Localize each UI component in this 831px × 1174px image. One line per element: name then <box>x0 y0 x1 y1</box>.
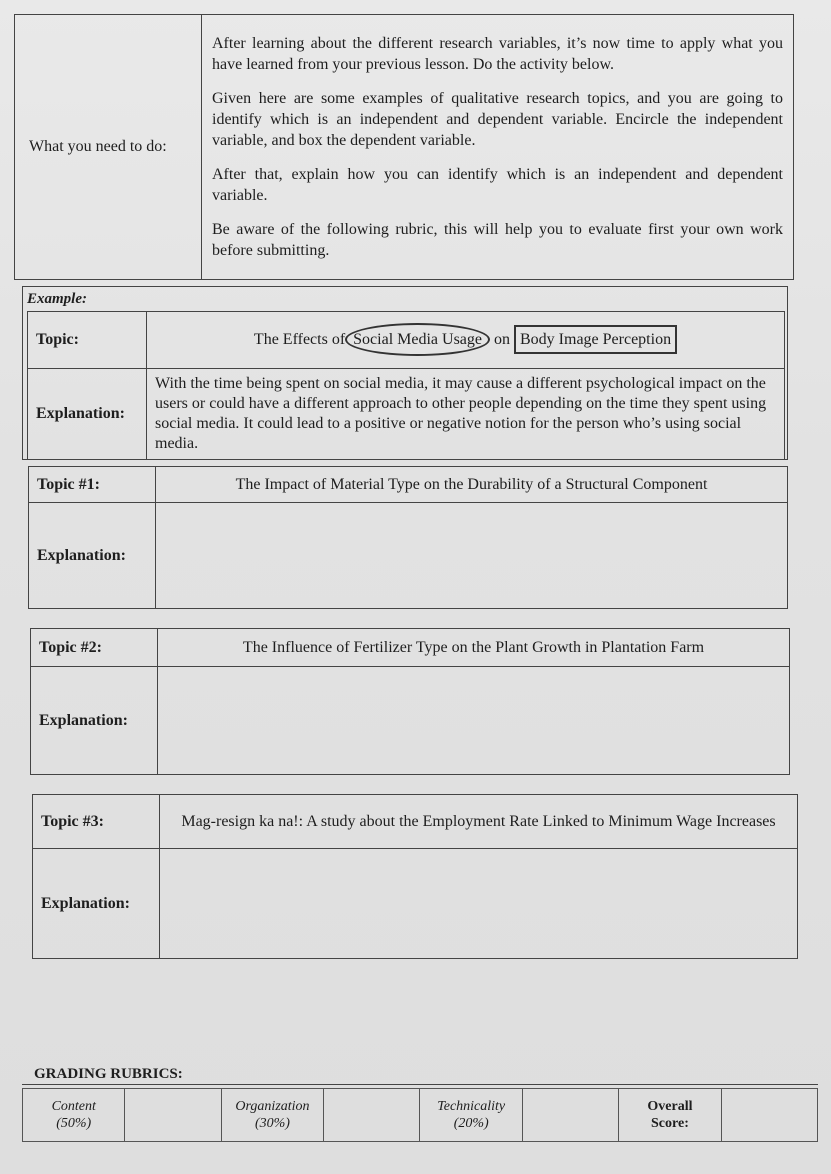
instructions-label: What you need to do: <box>15 15 202 280</box>
instruction-paragraph: After that, explain how you can identify which is an independent and dependent variable. <box>212 166 783 204</box>
rubric-content-pct: (50%) <box>56 1116 92 1131</box>
topic-2-label: Topic #2: <box>31 629 158 667</box>
topic-2-explanation-label: Explanation: <box>31 667 158 775</box>
topic-1-title: The Impact of Material Type on the Durability of a Structural Component <box>156 467 788 503</box>
topic-3-label: Topic #3: <box>33 795 160 849</box>
independent-variable-circled: Social Media Usage <box>345 323 490 356</box>
topic-1-answer-space[interactable] <box>156 503 788 609</box>
rubrics-divider <box>22 1084 818 1085</box>
topic-3-answer-space[interactable] <box>160 849 798 959</box>
example-heading: Example: <box>27 291 87 307</box>
rubric-content-score[interactable] <box>125 1089 221 1142</box>
topic-2-answer-space[interactable] <box>158 667 790 775</box>
rubric-organization-pct: (30%) <box>254 1116 290 1131</box>
topic-1-table <box>28 466 788 609</box>
instruction-paragraph: Be aware of the following rubric, this will help you to evaluate first your own work before submitting. <box>212 221 783 259</box>
rubric-overall-label: Overall <box>647 1099 693 1114</box>
instruction-paragraph: Given here are some examples of qualitative research topics, and you are going to identify which is an independent and dependent variable. Encircle the independent variable, and box the dependent variable. <box>212 90 783 149</box>
rubric-technicality-score[interactable] <box>522 1089 618 1142</box>
rubric-technicality <box>420 1089 522 1142</box>
example-explanation-label: Explanation: <box>28 369 147 460</box>
example-topic-label: Topic: <box>28 312 147 369</box>
rubric-organization-label: Organization <box>235 1099 310 1114</box>
rubric-organization-score[interactable] <box>324 1089 420 1142</box>
topic-3-title: Mag-resign ka na!: A study about the Employment Rate Linked to Minimum Wage Increases <box>160 795 798 849</box>
rubric-content-label: Content <box>51 1099 96 1114</box>
instruction-paragraph: After learning about the different research variables, it’s now time to apply what you have learned from your previous lesson. Do the activity below. <box>212 35 783 73</box>
topic-1-explanation-label: Explanation: <box>29 503 156 609</box>
topic-1-label: Topic #1: <box>29 467 156 503</box>
example-explanation-text: With the time being spent on social media, it may cause a different psychological impact on the users or could have a different approach to other people depending on the time they spent using social media. It could lead to a positive or negative notion for the person who’s using social media. <box>147 369 785 460</box>
example-table <box>27 311 785 460</box>
rubric-score-label: Score: <box>651 1116 689 1131</box>
instructions-table <box>14 14 794 280</box>
rubric-overall-score[interactable] <box>721 1089 817 1142</box>
topic-2-title: The Influence of Fertilizer Type on the Plant Growth in Plantation Farm <box>158 629 790 667</box>
topic-mid: on <box>494 331 510 348</box>
topic-3-explanation-label: Explanation: <box>33 849 160 959</box>
instructions-body <box>202 15 794 280</box>
topic-prefix: The Effects of <box>253 331 346 348</box>
rubric-overall <box>619 1089 721 1142</box>
rubric-technicality-pct: (20%) <box>453 1116 489 1131</box>
rubric-organization <box>221 1089 323 1142</box>
rubric-content <box>23 1089 125 1142</box>
example-topic <box>147 312 785 369</box>
topic-2-table <box>30 628 790 775</box>
dependent-variable-boxed: Body Image Perception <box>514 325 677 354</box>
rubrics-title: GRADING RUBRICS: <box>34 1066 183 1082</box>
rubrics-table <box>22 1088 818 1142</box>
topic-3-table <box>32 794 798 959</box>
example-section <box>22 286 788 460</box>
rubric-technicality-label: Technicality <box>437 1099 506 1114</box>
